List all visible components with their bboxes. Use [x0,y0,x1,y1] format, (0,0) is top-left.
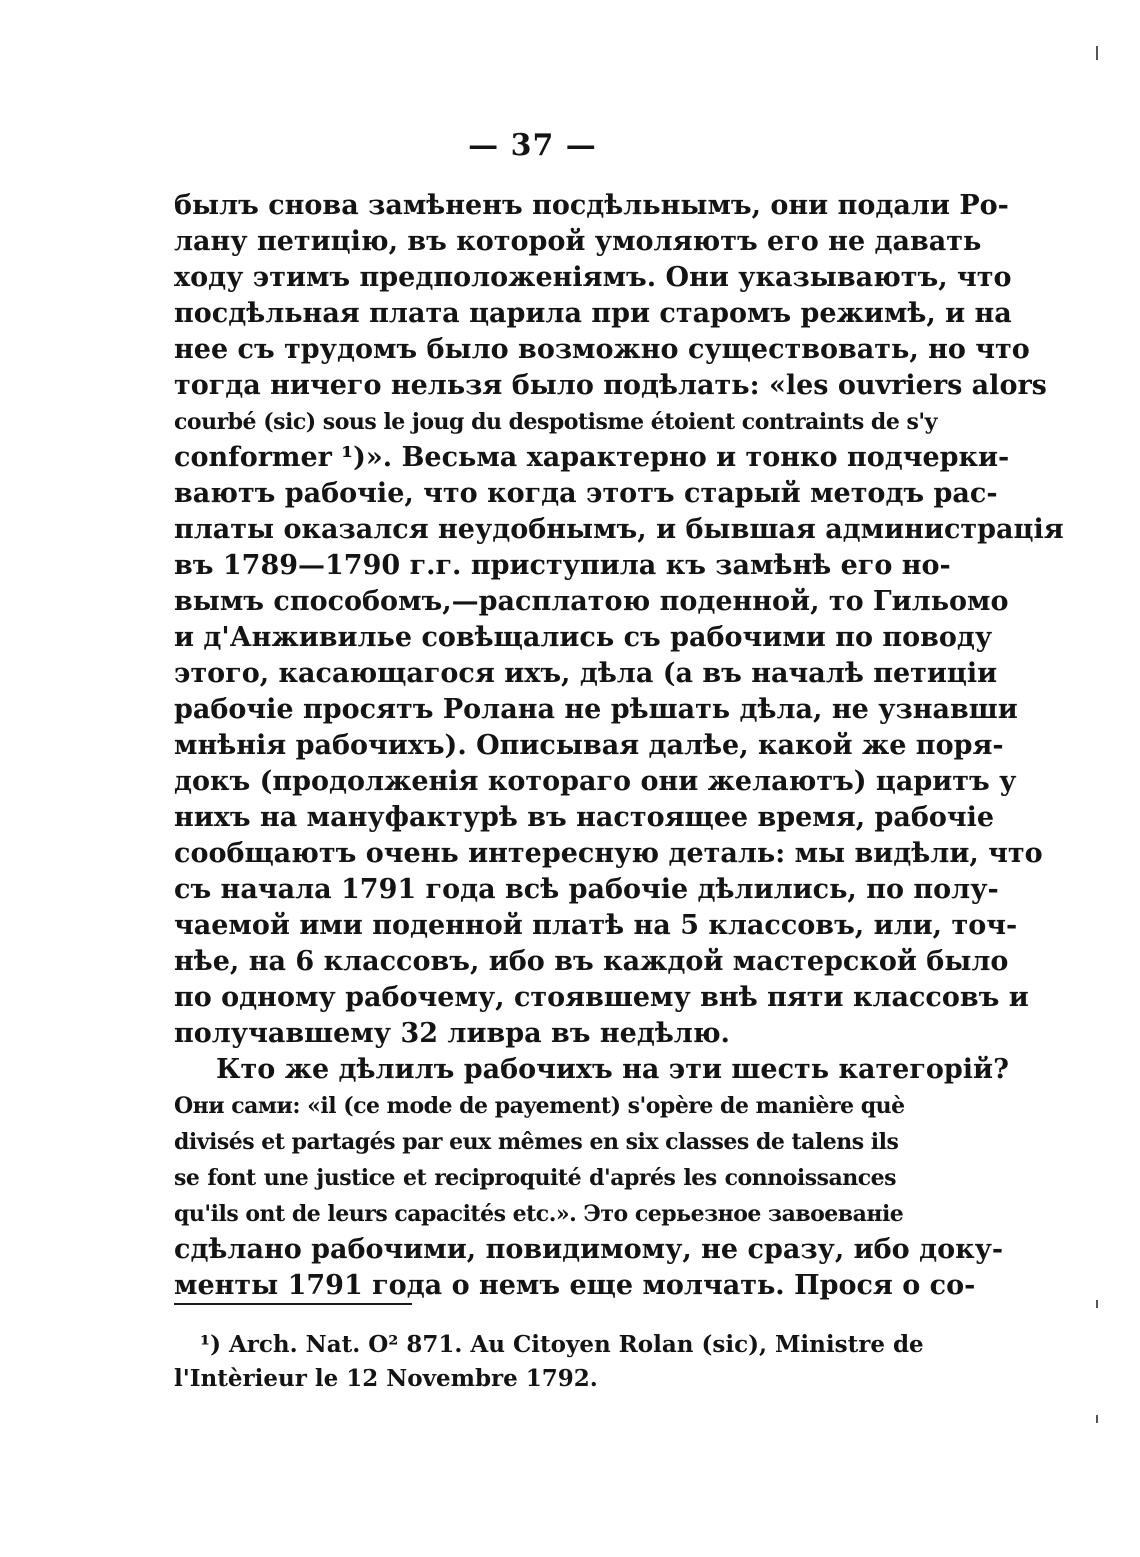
text-line-french: divisés et partagés par eux mêmes en six classes de talens ils [174,1129,899,1155]
text-line: сдѣлано рабочими, повидимому, не сразу, ибо доку- [174,1234,1004,1265]
scan-artifact [1096,46,1098,60]
text-line: чаемой ими поденной платѣ на 5 классовъ, или, точ- [174,910,1018,941]
scan-artifact [1096,1300,1098,1308]
text-line-french: se font une justice et reciproquité d'aprés les connoissances [174,1165,896,1191]
text-line-french: Они сами: «il (ce mode de payement) s'opère de manière què [174,1093,905,1119]
text-line: нее съ трудомъ было возможно существовать, но что [174,334,1030,365]
page-number: — 37 — [468,128,597,163]
text-line: былъ снова замѣненъ посдѣльнымъ, они подали Ро- [174,190,1009,221]
text-line: нѣе, на 6 классовъ, ибо въ каждой мастерской было [174,946,1009,977]
text-line: тогда ничего нельзя было подѣлать: «les ouvriers alors [174,370,1047,401]
footnote-line: ¹) Arch. Nat. O² 871. Au Citoyen Rolan (sic), Ministre de [200,1331,924,1358]
text-line: въ 1789—1790 г.г. приступила къ замѣнѣ его но- [174,550,951,581]
scan-artifact [1096,1415,1098,1423]
text-line: conformer ¹)». Весьма характерно и тонко подчерки- [174,442,1010,473]
text-line: съ начала 1791 года всѣ рабочіе дѣлились, по полу- [174,874,999,905]
text-line: лану петицію, въ которой умоляютъ его не давать [174,226,982,257]
text-line: рабочіе просятъ Ролана не рѣшать дѣла, не узнавши [174,694,1018,725]
text-line: посдѣльная плата царила при старомъ режимѣ, и на [174,298,1012,329]
text-line: докъ (продолженія котораго они желаютъ) царитъ у [174,766,1017,797]
text-line: мнѣнія рабочихъ). Описывая далѣе, какой же поря- [174,730,1004,761]
text-line: получавшему 32 ливра въ недѣлю. [174,1018,730,1049]
text-line: ходу этимъ предположеніямъ. Они указываютъ, что [174,262,1012,293]
text-line: этого, касающагося ихъ, дѣла (а въ началѣ петиціи [174,658,998,689]
footnote-line: l'Intèrieur le 12 Novembre 1792. [174,1365,598,1392]
text-line: нихъ на мануфактурѣ въ настоящее время, рабочіе [174,802,995,833]
paragraph-start-line: Кто же дѣлилъ рабочихъ на эти шесть категорій? [216,1054,1009,1085]
text-line: менты 1791 года о немъ еще молчать. Прося о со- [174,1270,976,1301]
text-line: и д'Анживилье совѣщались съ рабочими по поводу [174,622,993,653]
text-line: вымъ способомъ,—расплатою поденной, то Гильомо [174,586,1009,617]
text-line-french: qu'ils ont de leurs capacités etc.». Это серьезное завоеваніе [174,1201,904,1227]
text-line: сообщаютъ очень интересную деталь: мы видѣли, что [174,838,1043,869]
footnote-divider [174,1303,412,1305]
text-line: по одному рабочему, стоявшему внѣ пяти классовъ и [174,982,1029,1013]
text-line: ваютъ рабочіе, что когда этотъ старый методъ рас- [174,478,998,509]
text-line-french: courbé (sic) sous le joug du despotisme étoient contraints de s'y [174,409,937,435]
text-line: платы оказался неудобнымъ, и бывшая администрація [174,514,1064,545]
